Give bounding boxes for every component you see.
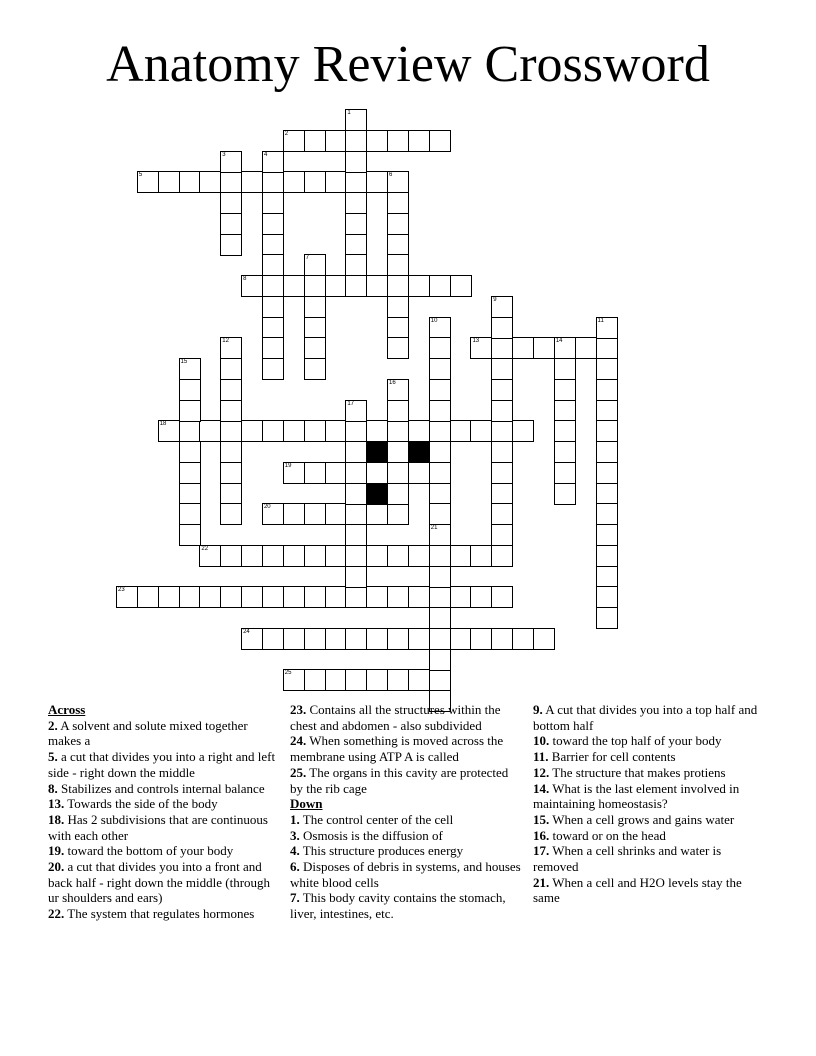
- crossword-cell[interactable]: [345, 628, 367, 650]
- clue-across-22: 22. The system that regulates hormones: [48, 906, 255, 922]
- clue-number: 10: [430, 317, 438, 324]
- crossword-cell[interactable]: [408, 275, 430, 297]
- crossword-cell[interactable]: [429, 317, 451, 339]
- crossword-cell[interactable]: [554, 337, 576, 359]
- crossword-cell[interactable]: [366, 275, 388, 297]
- crossword-cell[interactable]: [554, 400, 576, 422]
- crossword-cell[interactable]: [220, 379, 242, 401]
- crossword-cell[interactable]: [262, 151, 284, 173]
- clue-down-6: 6. Disposes of debris in systems, and houses white blood cells: [290, 859, 521, 890]
- crossword-cell[interactable]: [387, 483, 409, 505]
- crossword-cell[interactable]: [554, 483, 576, 505]
- crossword-cell[interactable]: [304, 317, 326, 339]
- crossword-cell[interactable]: [429, 607, 451, 629]
- clue-across-23: 23. Contains all the structures within the chest and abdomen - also subdivided: [290, 702, 501, 733]
- crossword-cell[interactable]: [220, 213, 242, 235]
- clue-number: 21: [430, 525, 438, 531]
- crossword-cell[interactable]: [262, 420, 284, 442]
- crossword-cell[interactable]: [387, 234, 409, 256]
- crossword-cell[interactable]: [304, 171, 326, 193]
- crossword-cell[interactable]: [325, 503, 347, 525]
- crossword-cell[interactable]: [304, 503, 326, 525]
- crossword-cell[interactable]: [345, 566, 367, 588]
- crossword-cell[interactable]: [283, 628, 305, 650]
- crossword-cell[interactable]: [220, 234, 242, 256]
- clue-number: 4: [263, 151, 268, 158]
- crossword-cell[interactable]: [387, 628, 409, 650]
- crossword-cell[interactable]: [450, 275, 472, 297]
- crossword-cell[interactable]: [304, 275, 326, 297]
- crossword-cell[interactable]: [387, 379, 409, 401]
- clue-across-13: 13. Towards the side of the body: [48, 796, 218, 812]
- clue-number: 24: [243, 628, 250, 635]
- crossword-cell[interactable]: [262, 234, 284, 256]
- crossword-cell[interactable]: [596, 420, 618, 442]
- clue-down-7: 7. This body cavity contains the stomach, liver, intestines, etc.: [290, 890, 506, 922]
- crossword-cell[interactable]: [345, 171, 367, 193]
- crossword-cell[interactable]: [220, 171, 242, 193]
- clue-down-16: 16. toward or on the head: [533, 827, 666, 843]
- crossword-cell[interactable]: [596, 462, 618, 484]
- crossword-cell[interactable]: [387, 400, 409, 422]
- crossword-cell[interactable]: [470, 337, 492, 359]
- crossword-cell[interactable]: [408, 462, 430, 484]
- clue-number: 18: [159, 421, 167, 428]
- crossword-cell[interactable]: [387, 254, 409, 276]
- clue-number: 8: [243, 276, 247, 282]
- crossword-cell[interactable]: [137, 586, 159, 608]
- clue-across-25: 25. The organs in this cavity are protected by the rib cage: [290, 764, 509, 796]
- crossword-cell[interactable]: [325, 586, 347, 608]
- crossword-cell[interactable]: [199, 420, 221, 442]
- crossword-cell[interactable]: [429, 649, 451, 671]
- crossword-cell[interactable]: [179, 441, 201, 463]
- crossword-cell[interactable]: [366, 420, 388, 442]
- crossword-cell[interactable]: [429, 275, 451, 297]
- crossword-cell[interactable]: [491, 420, 513, 442]
- crossword-cell[interactable]: [429, 420, 451, 442]
- crossword-cell[interactable]: [408, 586, 430, 608]
- crossword-cell[interactable]: [554, 462, 576, 484]
- crossword-cell[interactable]: [491, 586, 513, 608]
- crossword-cell[interactable]: [325, 669, 347, 691]
- clue-number: 20: [263, 504, 271, 511]
- clue-number: 2: [284, 130, 289, 137]
- crossword-cell[interactable]: [241, 545, 263, 567]
- crossword-cell[interactable]: [345, 524, 367, 546]
- clue-across-19: 19. toward the bottom of your body: [48, 843, 234, 859]
- blocked-cell: [366, 441, 388, 463]
- crossword-cell[interactable]: [262, 337, 284, 359]
- clue-down-14: 14. What is the last element involved in maintaining homeostasis?: [533, 780, 740, 812]
- crossword-cell[interactable]: [554, 441, 576, 463]
- crossword-cell[interactable]: [325, 275, 347, 297]
- blocked-cell: [366, 483, 388, 505]
- crossword-cell[interactable]: [429, 566, 451, 588]
- crossword-cell[interactable]: [491, 358, 513, 380]
- crossword-cell[interactable]: [345, 545, 367, 567]
- crossword-cell[interactable]: [179, 524, 201, 546]
- crossword-cell[interactable]: [283, 586, 305, 608]
- crossword-cell[interactable]: [596, 400, 618, 422]
- crossword-cell[interactable]: [366, 586, 388, 608]
- crossword-cell[interactable]: [220, 503, 242, 525]
- crossword-cell[interactable]: [366, 171, 388, 193]
- down-heading: Down: [290, 796, 323, 812]
- crossword-cell[interactable]: [345, 254, 367, 276]
- crossword-cell[interactable]: [491, 628, 513, 650]
- clue-down-21: 21. When a cell and H2O levels stay the same: [533, 874, 742, 906]
- clue-across-20: 20. a cut that divides you into a front and back half - right down the middle (through ur shoulders and ears): [48, 859, 271, 906]
- clue-down-1: 1. The control center of the cell: [290, 811, 454, 827]
- crossword-cell[interactable]: [262, 275, 284, 297]
- crossword-cell[interactable]: [512, 628, 534, 650]
- crossword-cell[interactable]: [596, 379, 618, 401]
- crossword-cell[interactable]: [283, 171, 305, 193]
- crossword-cell[interactable]: [408, 420, 430, 442]
- crossword-cell[interactable]: [387, 275, 409, 297]
- clue-down-15: 15. When a cell grows and gains water: [533, 811, 735, 827]
- crossword-cell[interactable]: [596, 441, 618, 463]
- crossword-cell[interactable]: [345, 192, 367, 214]
- crossword-cell[interactable]: [596, 607, 618, 629]
- crossword-cell[interactable]: [220, 586, 242, 608]
- crossword-cell[interactable]: [220, 483, 242, 505]
- crossword-cell[interactable]: [387, 337, 409, 359]
- crossword-cell[interactable]: [470, 420, 492, 442]
- clue-number: 14: [555, 338, 563, 345]
- crossword-cell[interactable]: [262, 545, 284, 567]
- crossword-cell[interactable]: [283, 503, 305, 525]
- crossword-cell[interactable]: [450, 420, 472, 442]
- crossword-cell[interactable]: [199, 171, 221, 193]
- crossword-cell[interactable]: [325, 628, 347, 650]
- crossword-cell[interactable]: [387, 503, 409, 525]
- crossword-cell[interactable]: [387, 317, 409, 339]
- crossword-cell[interactable]: [491, 462, 513, 484]
- crossword-cell[interactable]: [429, 483, 451, 505]
- crossword-cell[interactable]: [450, 628, 472, 650]
- crossword-cell[interactable]: [491, 503, 513, 525]
- crossword-cell[interactable]: [491, 441, 513, 463]
- crossword-cell[interactable]: [304, 669, 326, 691]
- crossword-cell[interactable]: [241, 628, 263, 650]
- crossword-cell[interactable]: [116, 586, 138, 608]
- crossword-cell[interactable]: [491, 379, 513, 401]
- crossword-cell[interactable]: [366, 628, 388, 650]
- crossword-cell[interactable]: [533, 337, 555, 359]
- crossword-cell[interactable]: [304, 420, 326, 442]
- clue-number: 25: [284, 670, 292, 677]
- crossword-cell[interactable]: [179, 483, 201, 505]
- page-title: Anatomy Review Crossword: [106, 36, 710, 93]
- crossword-cell[interactable]: [345, 275, 367, 297]
- crossword-cell[interactable]: [366, 462, 388, 484]
- clue-down-3: 3. Osmosis is the diffusion of: [290, 827, 443, 843]
- crossword-cell[interactable]: [596, 566, 618, 588]
- crossword-cell[interactable]: [554, 379, 576, 401]
- crossword-cell[interactable]: [262, 254, 284, 276]
- crossword-cell[interactable]: [470, 586, 492, 608]
- clue-number: 15: [180, 359, 188, 365]
- clue-down-17: 17. When a cell shrinks and water is removed: [533, 843, 722, 875]
- crossword-cell[interactable]: [408, 628, 430, 650]
- clue-number: 6: [389, 172, 393, 179]
- clue-number: 23: [118, 587, 125, 594]
- crossword-cell[interactable]: [283, 275, 305, 297]
- crossword-cell[interactable]: [596, 337, 618, 359]
- crossword-cell[interactable]: [491, 524, 513, 546]
- crossword-cell[interactable]: [304, 296, 326, 318]
- crossword-cell[interactable]: [179, 171, 201, 193]
- clue-number: 17: [347, 400, 355, 407]
- clue-number: 12: [222, 338, 229, 345]
- crossword-cell[interactable]: [304, 358, 326, 380]
- crossword-cell[interactable]: [179, 420, 201, 442]
- crossword-cell[interactable]: [596, 586, 618, 608]
- crossword-cell[interactable]: [554, 420, 576, 442]
- crossword-cell[interactable]: [220, 337, 242, 359]
- crossword-cell[interactable]: [596, 358, 618, 380]
- clue-number: 3: [222, 151, 226, 158]
- crossword-cell[interactable]: [366, 503, 388, 525]
- crossword-cell[interactable]: [345, 109, 367, 131]
- crossword-cell[interactable]: [220, 400, 242, 422]
- clues-column-1: [48, 702, 276, 922]
- crossword-cell[interactable]: [220, 151, 242, 173]
- crossword-cell[interactable]: [387, 296, 409, 318]
- crossword-cell[interactable]: [179, 503, 201, 525]
- crossword-cell[interactable]: [491, 337, 513, 359]
- crossword-cell[interactable]: [220, 545, 242, 567]
- clue-number: 22: [201, 545, 209, 552]
- crossword-cell[interactable]: [596, 524, 618, 546]
- crossword-cell[interactable]: [262, 358, 284, 380]
- crossword-cell[interactable]: [179, 462, 201, 484]
- crossword-cell[interactable]: [554, 358, 576, 380]
- crossword-cell[interactable]: [387, 130, 409, 152]
- crossword-cell[interactable]: [512, 420, 534, 442]
- crossword-cell[interactable]: [220, 192, 242, 214]
- crossword-cell[interactable]: [325, 462, 347, 484]
- crossword-cell[interactable]: [366, 545, 388, 567]
- crossword-cell[interactable]: [491, 400, 513, 422]
- crossword-cell[interactable]: [304, 628, 326, 650]
- crossword-cell[interactable]: [179, 379, 201, 401]
- crossword-cell[interactable]: [262, 192, 284, 214]
- crossword-cell[interactable]: [262, 628, 284, 650]
- crossword-cell[interactable]: [345, 441, 367, 463]
- crossword-cell[interactable]: [345, 586, 367, 608]
- crossword-cell[interactable]: [533, 628, 555, 650]
- crossword-cell[interactable]: [283, 545, 305, 567]
- clue-down-9: 9. A cut that divides you into a top half and bottom half: [533, 702, 758, 733]
- crossword-cell[interactable]: [470, 545, 492, 567]
- crossword-cell[interactable]: [241, 420, 263, 442]
- clue-across-8: 8. Stabilizes and controls internal balance: [48, 780, 265, 796]
- crossword-cell[interactable]: [179, 358, 201, 380]
- clue-down-11: 11. Barrier for cell contents: [533, 749, 676, 765]
- crossword-cell[interactable]: [429, 441, 451, 463]
- crossword-cell[interactable]: [429, 400, 451, 422]
- crossword-cell[interactable]: [262, 586, 284, 608]
- crossword-cell[interactable]: [429, 586, 451, 608]
- crossword-cell[interactable]: [325, 545, 347, 567]
- crossword-cell[interactable]: [429, 524, 451, 546]
- crossword-cell[interactable]: [345, 420, 367, 442]
- crossword-cell[interactable]: [366, 669, 388, 691]
- crossword-cell[interactable]: [575, 337, 597, 359]
- crossword-cell[interactable]: [512, 337, 534, 359]
- crossword-cell[interactable]: [179, 586, 201, 608]
- crossword-cell[interactable]: [262, 317, 284, 339]
- crossword-cell[interactable]: [158, 420, 180, 442]
- crossword-cell[interactable]: [408, 669, 430, 691]
- crossword-cell[interactable]: [429, 358, 451, 380]
- clue-number: 19: [284, 462, 292, 469]
- crossword-cell[interactable]: [283, 669, 305, 691]
- crossword-cell[interactable]: [345, 234, 367, 256]
- crossword-cell[interactable]: [429, 628, 451, 650]
- crossword-cell[interactable]: [283, 462, 305, 484]
- crossword-cell[interactable]: [596, 483, 618, 505]
- crossword-cell[interactable]: [345, 151, 367, 173]
- crossword-cell[interactable]: [179, 400, 201, 422]
- crossword-cell[interactable]: [491, 483, 513, 505]
- crossword-cell[interactable]: [429, 130, 451, 152]
- crossword-cell[interactable]: [304, 130, 326, 152]
- crossword-cell[interactable]: [262, 171, 284, 193]
- crossword-cell[interactable]: [304, 337, 326, 359]
- crossword-cell[interactable]: [345, 483, 367, 505]
- crossword-cell[interactable]: [345, 462, 367, 484]
- crossword-cell[interactable]: [283, 420, 305, 442]
- clue-across-5: 5. a cut that divides you into a right and left side - right down the middle: [48, 749, 276, 780]
- crossword-cell[interactable]: [325, 171, 347, 193]
- crossword-cell[interactable]: [408, 130, 430, 152]
- clue-number: 5: [138, 172, 143, 179]
- clue-number: 9: [493, 296, 497, 303]
- clue-number: 11: [597, 317, 604, 324]
- crossword-cell[interactable]: [387, 586, 409, 608]
- crossword-cell[interactable]: [429, 379, 451, 401]
- crossword-cell[interactable]: [220, 420, 242, 442]
- crossword-cell[interactable]: [387, 545, 409, 567]
- crossword-cell[interactable]: [304, 586, 326, 608]
- crossword-cell[interactable]: [345, 503, 367, 525]
- crossword-cell[interactable]: [325, 130, 347, 152]
- crossword-cell[interactable]: [158, 586, 180, 608]
- crossword-cell[interactable]: [470, 628, 492, 650]
- crossword-cell[interactable]: [304, 462, 326, 484]
- clue-down-12: 12. The structure that makes protiens: [533, 764, 726, 780]
- clue-down-10: 10. toward the top half of your body: [533, 733, 722, 749]
- crossword-cell[interactable]: [596, 545, 618, 567]
- crossword-cell[interactable]: [387, 213, 409, 235]
- crossword-cell[interactable]: [387, 171, 409, 193]
- crossword-cell[interactable]: [387, 420, 409, 442]
- clues-column-2: [290, 702, 522, 922]
- crossword-cell[interactable]: [429, 337, 451, 359]
- crossword-cell[interactable]: [491, 317, 513, 339]
- crossword-cell[interactable]: [450, 586, 472, 608]
- crossword-cell[interactable]: [220, 441, 242, 463]
- clue-number: 16: [389, 379, 396, 386]
- crossword-cell[interactable]: [491, 545, 513, 567]
- crossword-cell[interactable]: [241, 586, 263, 608]
- crossword-cell[interactable]: [429, 545, 451, 567]
- clue-across-24: 24. When something is moved across the membrane using ATP A is called: [290, 733, 504, 765]
- crossword-cell[interactable]: [491, 296, 513, 318]
- clue-number: 13: [472, 338, 480, 345]
- crossword-cell[interactable]: [325, 420, 347, 442]
- crossword-cell[interactable]: [345, 669, 367, 691]
- clue-across-2: 2. A solvent and solute mixed together makes a: [48, 717, 248, 749]
- crossword-cell[interactable]: [262, 213, 284, 235]
- crossword-cell[interactable]: [387, 441, 409, 463]
- clue-number: 1: [347, 110, 351, 116]
- crossword-cell[interactable]: [241, 171, 263, 193]
- crossword-cell[interactable]: [366, 130, 388, 152]
- crossword-cell[interactable]: [199, 586, 221, 608]
- crossword-cell[interactable]: [158, 171, 180, 193]
- blocked-cell: [408, 441, 430, 463]
- clue-number: 7: [305, 255, 309, 262]
- crossword-cell[interactable]: [220, 462, 242, 484]
- crossword-cell[interactable]: [387, 192, 409, 214]
- crossword-cell[interactable]: [345, 400, 367, 422]
- crossword-cell[interactable]: [304, 545, 326, 567]
- crossword-cell[interactable]: [262, 296, 284, 318]
- crossword-cell[interactable]: [345, 130, 367, 152]
- crossword-cell[interactable]: [429, 503, 451, 525]
- crossword-cell[interactable]: [596, 317, 618, 339]
- clue-down-4: 4. This structure produces energy: [290, 843, 464, 859]
- crossword-cell[interactable]: [241, 275, 263, 297]
- crossword-cell[interactable]: [408, 545, 430, 567]
- crossword-cell[interactable]: [450, 545, 472, 567]
- crossword-cell[interactable]: [387, 462, 409, 484]
- across-heading: Across: [48, 702, 86, 717]
- crossword-cell[interactable]: [429, 669, 451, 691]
- crossword-cell[interactable]: [429, 462, 451, 484]
- clues-column-3: [533, 702, 769, 906]
- crossword-cell[interactable]: [283, 130, 305, 152]
- clue-across-18: 18. Has 2 subdivisions that are continuous with each other: [48, 811, 268, 843]
- crossword-cell[interactable]: [137, 171, 159, 193]
- crossword-cell[interactable]: [596, 503, 618, 525]
- crossword-cell[interactable]: [387, 669, 409, 691]
- crossword-cell[interactable]: [345, 213, 367, 235]
- crossword-cell[interactable]: [220, 358, 242, 380]
- crossword-cell[interactable]: [304, 254, 326, 276]
- crossword-cell[interactable]: [262, 503, 284, 525]
- crossword-cell[interactable]: [199, 545, 221, 567]
